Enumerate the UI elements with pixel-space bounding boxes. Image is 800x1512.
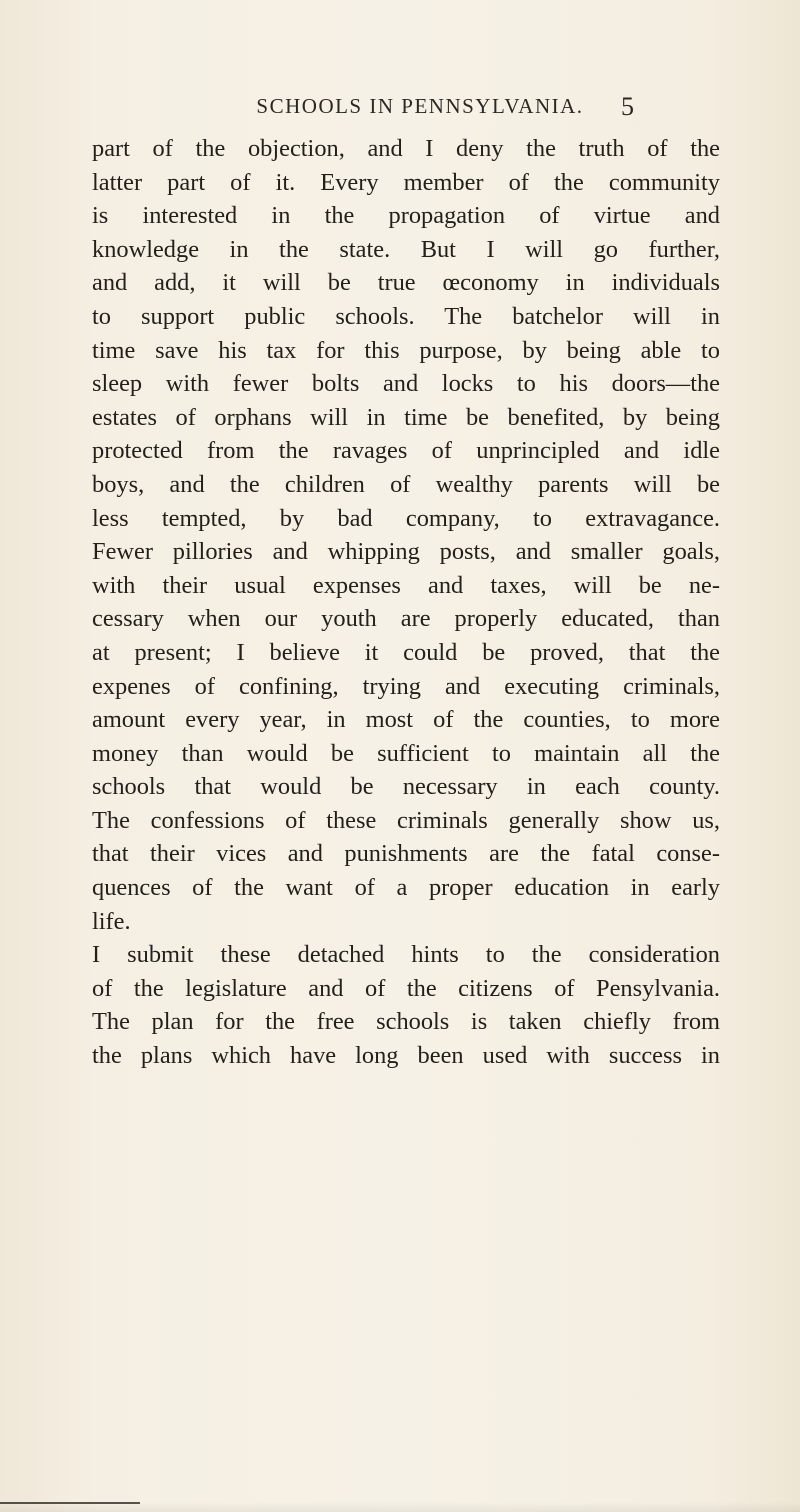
text-line: of the legislature and of the citizens of Pensylvania. [92,974,720,1002]
text-line: part of the objection, and I deny the truth of the [92,135,720,162]
text-line: latter part of it. Every member of the community [92,168,720,196]
text-line: amount every year, in most of the counties, to more [92,706,720,734]
text-line: expenes of confining, trying and executing criminals, [92,672,720,700]
text-line: is interested in the propagation of virtue and [92,202,720,230]
text-line: money than would be sufficient to maintain all the [92,739,720,767]
text-line: sleep with fewer bolts and locks to his doors—the [92,370,720,398]
text-line: that their vices and punishments are the fatal conse- [92,840,720,868]
text-line: cessary when our youth are properly educated, than [92,605,720,633]
text-line: Fewer pillories and whipping posts, and smaller goals, [92,538,720,566]
text-line: to support public schools. The batchelor will in [92,302,720,330]
text-line: the plans which have long been used with success in [92,1042,720,1070]
text-line: The plan for the free schools is taken chiefly from [92,1008,720,1036]
text-line: quences of the want of a proper education in early [92,874,720,902]
text-line-paragraph-end: life. [92,907,131,935]
text-line: at present; I believe it could be proved, that the [92,638,720,666]
text-line: knowledge in the state. But I will go further, [92,235,720,263]
running-head-title: SCHOOLS IN PENNSYLVANIA. [256,94,584,118]
body-text [92,132,720,1073]
text-line-paragraph-start: I submit these detached hints to the consideration [92,941,720,969]
text-line: time save his tax for this purpose, by being able to [92,336,720,364]
text-line: The confessions of these criminals generally show us, [92,806,720,834]
edge-stroke [0,1502,140,1504]
page-bottom-edge [0,1502,800,1512]
text-line: schools that would be necessary in each county. [92,773,720,801]
text-line: boys, and the children of wealthy parents will be [92,470,720,498]
text-line: with their usual expenses and taxes, will be ne- [92,571,720,599]
running-head [80,94,720,128]
page-number: 5 [621,92,634,121]
text-line: and add, it will be true œconomy in individuals [92,269,720,297]
text-line: estates of orphans will in time be benefited, by being [92,403,720,431]
text-line: protected from the ravages of unprincipled and idle [92,437,720,465]
text-line: less tempted, by bad company, to extravagance. [92,504,720,532]
